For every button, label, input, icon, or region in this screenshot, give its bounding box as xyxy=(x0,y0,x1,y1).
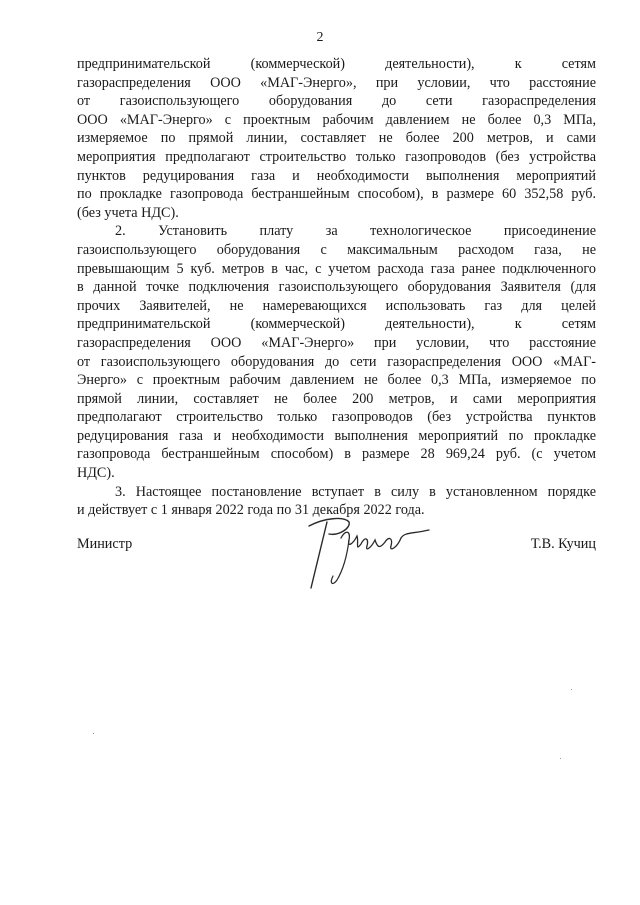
text-line: газораспределения ООО «МАГ-Энерго» при условии, что расстояние xyxy=(77,334,596,351)
signature-block xyxy=(77,508,596,598)
text-line: от газоиспользующего оборудования до сети газораспределения xyxy=(77,93,596,110)
text-line: редуцирования газа и необходимости выполнения мероприятий по прокладке xyxy=(77,427,596,444)
text-line: предпринимательской (коммерческой) деятельности), к сетям xyxy=(77,316,596,333)
text-line: НДС). xyxy=(77,465,115,482)
text-line: в данной точке подключения газоиспользующего оборудования Заявителя (для xyxy=(77,279,596,296)
text-line: Энерго» с проектным рабочим давлением не более 0,3 МПа, измеряемое по xyxy=(77,372,596,389)
signatory-title: Министр xyxy=(77,536,133,552)
text-line: по прокладке газопровода бестраншейным способом), в размере 60 352,58 руб. xyxy=(77,186,596,203)
text-line: предпринимательской (коммерческой) деятельности), к сетям xyxy=(77,56,596,72)
text-line: ООО «МАГ-Энерго» с проектным рабочим давлением не более 0,3 МПа, xyxy=(77,111,596,128)
page-number: 2 xyxy=(316,30,324,45)
handwritten-signature xyxy=(289,508,439,598)
text-line: и действует с 1 января 2022 года по 31 декабря 2022 года. xyxy=(77,502,425,519)
scan-speck xyxy=(93,733,94,734)
text-line: прочих Заявителей, не намеревающихся использовать газ для целей xyxy=(77,297,596,314)
scan-speck xyxy=(560,758,561,759)
text-line: 3. Настоящее постановление вступает в силу в установленном порядке xyxy=(115,483,596,500)
text-line: от газоиспользующего оборудования до сети газораспределения ООО «МАГ- xyxy=(77,353,596,370)
text-line: 2. Установить плату за технологическое присоединение xyxy=(115,223,596,240)
text-line: газораспределения ООО «МАГ-Энерго», при условии, что расстояние xyxy=(77,74,596,91)
text-line: газопровода бестраншейным способом) в размере 28 969,24 руб. (с учетом xyxy=(77,446,596,463)
text-line: измеряемое по прямой линии, составляет не более 200 метров, и сами xyxy=(77,130,596,147)
text-line: (без учета НДС). xyxy=(77,204,179,221)
text-line: мероприятия предполагают строительство только газопроводов (без устройства xyxy=(77,148,596,165)
scan-speck xyxy=(571,689,572,690)
paragraph-1 xyxy=(77,55,596,222)
text-line: превышающим 5 куб. метров в час, с учетом расхода газа ранее подключенного xyxy=(77,260,596,277)
text-line: газоиспользующего оборудования с максимальным расходом газа, не xyxy=(77,241,596,258)
text-line: пунктов редуцирования газа и необходимости выполнения мероприятий xyxy=(77,167,596,184)
document-body xyxy=(77,55,596,520)
paragraph-2 xyxy=(77,222,596,482)
signatory-name: Т.В. Кучиц xyxy=(530,536,596,552)
text-line: предполагают строительство только газопроводов (без устройства пунктов xyxy=(77,409,596,426)
text-line: прямой линии, составляет не более 200 метров, и сами мероприятия xyxy=(77,390,596,407)
